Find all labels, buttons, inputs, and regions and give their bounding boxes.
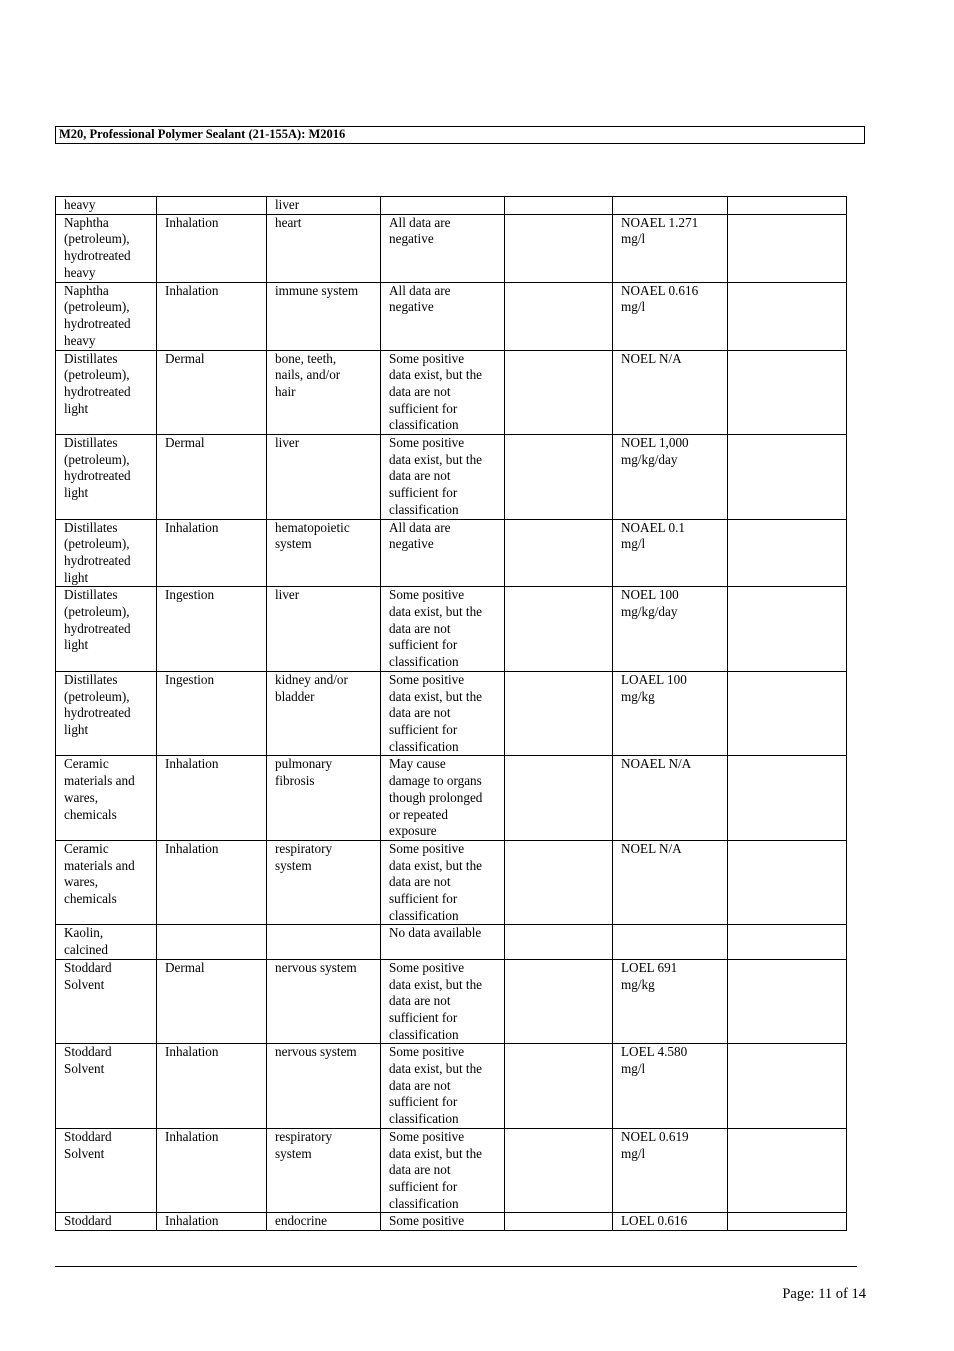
page-number: Page: 11 of 14 <box>782 1286 866 1302</box>
value-cell <box>381 197 505 215</box>
value-cell: Some positive data exist, but the data are not sufficient for classification <box>381 959 505 1044</box>
exposure-duration-cell <box>728 519 847 587</box>
value-cell: Some positive data exist, but the data are not sufficient for classification <box>381 1044 505 1129</box>
species-cell <box>505 435 613 520</box>
species-cell <box>505 840 613 925</box>
test-result-cell: LOEL 4.580 mg/l <box>613 1044 728 1129</box>
route-cell <box>157 197 267 215</box>
target-organ-cell: liver <box>267 587 381 672</box>
test-result-cell: LOAEL 100 mg/kg <box>613 671 728 756</box>
species-cell <box>505 756 613 841</box>
target-organ-cell: immune system <box>267 282 381 350</box>
species-cell <box>505 959 613 1044</box>
ingredient-cell: Distillates (petroleum), hydrotreated light <box>56 671 157 756</box>
species-cell <box>505 587 613 672</box>
exposure-duration-cell <box>728 1128 847 1213</box>
value-cell: No data available <box>381 925 505 959</box>
ingredient-cell: Kaolin, calcined <box>56 925 157 959</box>
ingredient-cell: Stoddard Solvent <box>56 1128 157 1213</box>
target-organ-cell <box>267 925 381 959</box>
target-organ-cell: liver <box>267 197 381 215</box>
route-cell: Inhalation <box>157 840 267 925</box>
exposure-duration-cell <box>728 959 847 1044</box>
target-organ-cell: heart <box>267 214 381 282</box>
target-organ-cell: hematopoietic system <box>267 519 381 587</box>
ingredient-cell: Distillates (petroleum), hydrotreated light <box>56 350 157 435</box>
test-result-cell: NOEL 100 mg/kg/day <box>613 587 728 672</box>
exposure-duration-cell <box>728 214 847 282</box>
species-cell <box>505 1213 613 1231</box>
ingredient-cell: heavy <box>56 197 157 215</box>
species-cell <box>505 925 613 959</box>
value-cell: Some positive data exist, but the data are not sufficient for classification <box>381 587 505 672</box>
target-organ-cell: respiratory system <box>267 1128 381 1213</box>
test-result-cell: NOEL 1,000 mg/kg/day <box>613 435 728 520</box>
exposure-duration-cell <box>728 925 847 959</box>
route-cell: Inhalation <box>157 519 267 587</box>
exposure-duration-cell <box>728 435 847 520</box>
ingredient-cell: Naphtha (petroleum), hydrotreated heavy <box>56 282 157 350</box>
species-cell <box>505 671 613 756</box>
table-row <box>56 350 847 435</box>
value-cell: All data are negative <box>381 282 505 350</box>
ingredient-cell: Stoddard Solvent <box>56 959 157 1044</box>
ingredient-cell: Naphtha (petroleum), hydrotreated heavy <box>56 214 157 282</box>
footer-divider <box>55 1266 857 1267</box>
test-result-cell: NOAEL 0.1 mg/l <box>613 519 728 587</box>
target-organ-cell: nervous system <box>267 1044 381 1129</box>
value-cell: All data are negative <box>381 214 505 282</box>
table-row <box>56 1044 847 1129</box>
table-row <box>56 959 847 1044</box>
target-organ-cell: bone, teeth, nails, and/or hair <box>267 350 381 435</box>
exposure-duration-cell <box>728 840 847 925</box>
exposure-duration-cell <box>728 1044 847 1129</box>
ingredient-cell: Distillates (petroleum), hydrotreated light <box>56 587 157 672</box>
ingredient-cell: Ceramic materials and wares, chemicals <box>56 756 157 841</box>
exposure-duration-cell <box>728 1213 847 1231</box>
target-organ-cell: endocrine <box>267 1213 381 1231</box>
test-result-cell <box>613 197 728 215</box>
table-row <box>56 214 847 282</box>
route-cell: Inhalation <box>157 1044 267 1129</box>
exposure-duration-cell <box>728 671 847 756</box>
target-organ-cell: liver <box>267 435 381 520</box>
test-result-cell: NOAEL 1.271 mg/l <box>613 214 728 282</box>
value-cell: All data are negative <box>381 519 505 587</box>
value-cell: Some positive <box>381 1213 505 1231</box>
species-cell <box>505 1044 613 1129</box>
table-row <box>56 671 847 756</box>
species-cell <box>505 350 613 435</box>
value-cell: Some positive data exist, but the data are not sufficient for classification <box>381 671 505 756</box>
route-cell: Inhalation <box>157 756 267 841</box>
route-cell: Inhalation <box>157 1128 267 1213</box>
table-row <box>56 1128 847 1213</box>
species-cell <box>505 519 613 587</box>
value-cell: Some positive data exist, but the data are not sufficient for classification <box>381 435 505 520</box>
target-organ-cell: respiratory system <box>267 840 381 925</box>
exposure-duration-cell <box>728 282 847 350</box>
test-result-cell: NOAEL 0.616 mg/l <box>613 282 728 350</box>
ingredient-cell: Stoddard <box>56 1213 157 1231</box>
test-result-cell <box>613 925 728 959</box>
document-header-title: M20, Professional Polymer Sealant (21-155A): M2016 <box>55 126 865 144</box>
route-cell: Dermal <box>157 350 267 435</box>
exposure-duration-cell <box>728 350 847 435</box>
exposure-duration-cell <box>728 587 847 672</box>
ingredient-cell: Distillates (petroleum), hydrotreated light <box>56 519 157 587</box>
target-organ-cell: pulmonary fibrosis <box>267 756 381 841</box>
ingredient-cell: Ceramic materials and wares, chemicals <box>56 840 157 925</box>
target-organ-cell: kidney and/or bladder <box>267 671 381 756</box>
test-result-cell: NOEL N/A <box>613 840 728 925</box>
table-row <box>56 197 847 215</box>
ingredient-cell: Distillates (petroleum), hydrotreated light <box>56 435 157 520</box>
species-cell <box>505 214 613 282</box>
target-organ-toxicity-table <box>55 196 847 1231</box>
table-row <box>56 1213 847 1231</box>
ingredient-cell: Stoddard Solvent <box>56 1044 157 1129</box>
exposure-duration-cell <box>728 756 847 841</box>
test-result-cell: NOAEL N/A <box>613 756 728 841</box>
route-cell: Ingestion <box>157 671 267 756</box>
table-row <box>56 587 847 672</box>
route-cell: Ingestion <box>157 587 267 672</box>
route-cell: Dermal <box>157 435 267 520</box>
route-cell: Inhalation <box>157 214 267 282</box>
value-cell: Some positive data exist, but the data are not sufficient for classification <box>381 840 505 925</box>
table-row <box>56 840 847 925</box>
table-body <box>56 197 847 1231</box>
value-cell: Some positive data exist, but the data are not sufficient for classification <box>381 1128 505 1213</box>
test-result-cell: LOEL 691 mg/kg <box>613 959 728 1044</box>
species-cell <box>505 1128 613 1213</box>
target-organ-cell: nervous system <box>267 959 381 1044</box>
route-cell <box>157 925 267 959</box>
table-row <box>56 925 847 959</box>
test-result-cell: LOEL 0.616 <box>613 1213 728 1231</box>
test-result-cell: NOEL N/A <box>613 350 728 435</box>
species-cell <box>505 282 613 350</box>
table-row <box>56 519 847 587</box>
table-row <box>56 756 847 841</box>
value-cell: May cause damage to organs though prolonged or repeated exposure <box>381 756 505 841</box>
table-row <box>56 435 847 520</box>
table-row <box>56 282 847 350</box>
exposure-duration-cell <box>728 197 847 215</box>
species-cell <box>505 197 613 215</box>
value-cell: Some positive data exist, but the data are not sufficient for classification <box>381 350 505 435</box>
route-cell: Inhalation <box>157 1213 267 1231</box>
route-cell: Inhalation <box>157 282 267 350</box>
route-cell: Dermal <box>157 959 267 1044</box>
test-result-cell: NOEL 0.619 mg/l <box>613 1128 728 1213</box>
